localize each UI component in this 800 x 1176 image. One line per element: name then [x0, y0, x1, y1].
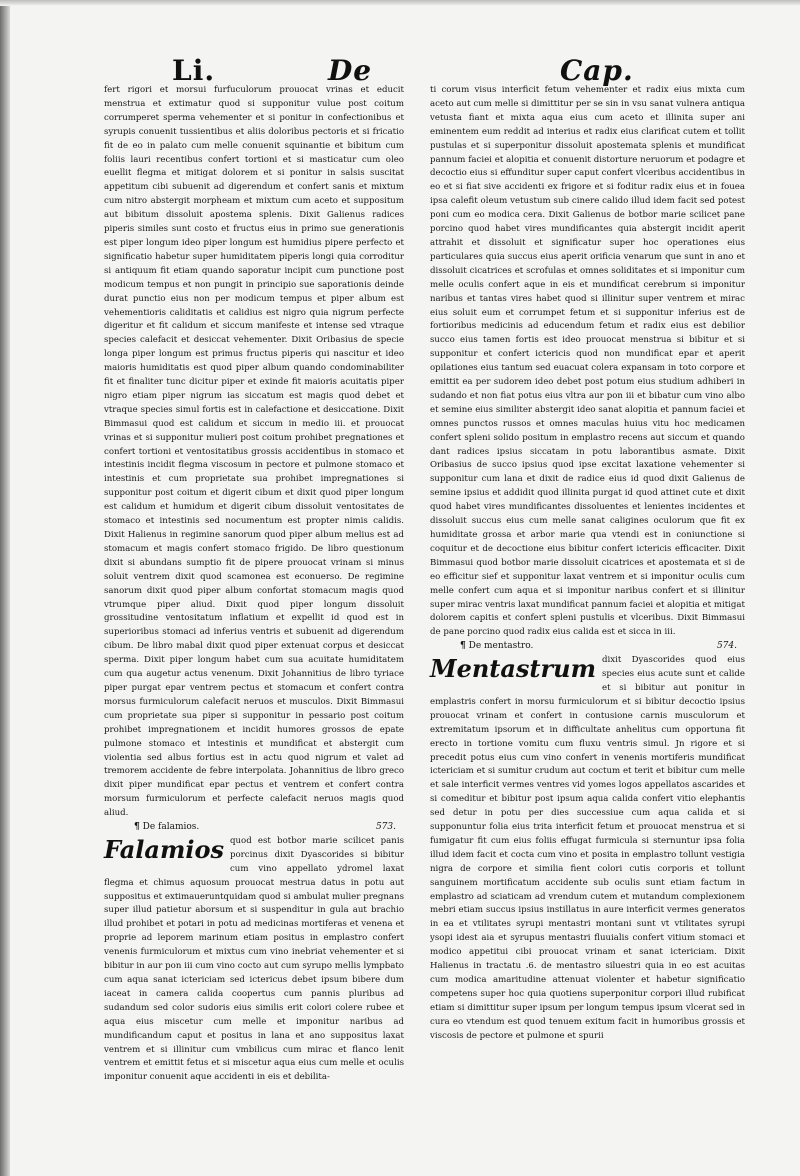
- subhead-mentastro: [430, 640, 745, 654]
- left-column: [104, 84, 404, 1083]
- subhead-mentastro-number: 574.: [716, 641, 737, 652]
- pilcrow-icon: ¶: [134, 822, 140, 833]
- entry-mentastrum: [430, 654, 745, 1043]
- subhead-falamios-title: De falamios.: [142, 822, 200, 833]
- entry-falamios: [104, 835, 404, 1085]
- entry-falamios-text: quod est botbor marie scilicet panis porcinus dixit Dyascorides si bibitur cum vino appellato ydromel laxat flegma et chimus aquosum prouocat mestrua datus in potu aut suppositus et extimaueruntquidam quod si ambulat mulier pregnans super illud patietur aborsum et si suspenditur in gula aut brachio illud prohibet et potari in potu ad medicinas mortiferas et venena et proprie ad leporem marinum etiam positus in emplastro confert venenis furmiculorum et mixtus cum vino inebriat vehementer et si bibitur in aur pon iii cum vino cocto aut cum syrupo mellis lympbato cum aqua sanat ictericiam sed ictericus debet ipsum bibere dum iaceat in camera calida coopertus cum pannis pluribus ad sudandum sed color sudoris eius similis erit colori colere rubee et aqua eius miscetur cum melle et imponitur naribus ad mundificandum caput et positus in lana et ano suppositus laxat ventrem et si illinitur cum vmbilicus cum mirac et flanco lenit ventrem et emittit fetus et si miscetur aqua eius cum melle et oculis imponitur conuenit aque accidenti in eis et debilita-: [104, 835, 404, 1083]
- pilcrow-icon: ¶: [460, 641, 466, 652]
- lemma-falamios: Falamios: [104, 834, 224, 864]
- subhead-falamios-number: 573.: [375, 822, 396, 833]
- subhead-falamios: [104, 821, 404, 835]
- entry-mentastrum-text: dixit Dyascorides quod eius species eius acute sunt et calide et si bibitur aut ponitur in emplastris confert in morsu furmiculorum et si bibitur decoctio ipsius prouocat vrinam et confert in contusione carnis musculorum et extremitatum ipsorum et in difficultate anhelitus cum opportuna fit erecto in tortione vomitu cum fluxu ventris simul. Jn rigore et si precedit potus eius cum vino confert in venenis mortiferis mundificat ictericiam et si sumitur crudum aut coctum et terit et bibitur cum melle et sale interficit vermes ventres vid yomes logos appellatos ascarides et si comeditur et bibitur post ipsum aqua calida confert vitio elephantis sed detur in potu per dies successiue cum aqua calida et si supponuntur folia eius trita interficit fetum et prouocat menstrua et si fumigatur fit cum eius foliis effugat furmicula si sternuntur ipsa folia illud idem facit et cocta cum vino et posita in emplastro tollunt vestigia nigra de corpore et similia fient colori cutis corporis et tollunt sanguinem mortificatum accidente sub oculis sunt etiam factum in emplastro ad sciaticam ad vrendum cutem et mutandum complexionem mebri etiam succus ipsius instillatus in aure interficit vermes generatos in ea et vtilitates syrupi mentastri montani sunt vt vtilitates syrupi ysopi idest aia et syrupus mentastri fluuialis confert vitium stomaci et modico appetitui cibi prouocat vrinam et sanat ictericiam. Dixit Halienus in tractatu .6. de mentastro siluestri quia in eo est acuitas cum modica amaritudine attenuat violenter et habetur significatio competens super hoc quia quotiens superponitur corpori illud rubificat etiam si dimittitur super ipsum per longum tempus ipsum vlcerat sed in cura eo vtendum est quod tenuem exitum facit in humoribus grossis et viscosis de pectore et pulmone et spurii: [430, 655, 745, 1041]
- lemma-mentastrum: Mentastrum: [430, 654, 597, 684]
- left-column-text-a: fert rigori et morsui furfuculorum prouocat vrinas et educit menstrua et extimatur quod si supponitur vulue post coitum corrumperet sperma vehementer et si ponitur in confectionibus et syrupis conuenit tussientibus et aliis doloribus pectoris et si fricatio fit de eo in palato cum melle conuenit squinantie et bibitum cum foliis lauri recentibus confert tortioni et si masticatur cum oleo euellit flegma et mitigat dolorem et si ponitur in salsis suscitat appetitum cibi subuenit ad digerendum et confert sanis et mixtum cum nitro abstergit morpheam et mixtum cum aceto et suppositum aut bibitum dissoluit apostema splenis. Dixit Galienus radices piperis similes sunt costo et fructus eius in primo sue generationis est piper longum ideo piper longum est humidius pipere perfecto et significatio habetur super humiditatem piperis longi quia corroditur si antiquum fit etiam quando saporatur incipit cum punctione post modicum tempus et non pungit in principio sue saporationis deinde durat punctio eius non per modicum tempus et piper album est vehementioris caliditatis et calidius est nigro quia nigrum perfecte digeritur et fit calidum et siccum manifeste et intense sed vtraque species calefacit et desiccat vehementer. Dixit Oribasius de specie longa piper longum est primus fructus piperis qui nascitur et ideo maioris humiditatis est quod piper album quando condominabiliter fit et finaliter tunc dicitur piper et exinde fit maioris acuitatis piper nigro etiam piper nigrum ias siccatum est magis quod debet et vtraque species simul fortis est in calefactione et desiccatione. Dixit Bimmasui quod est calidum et siccum in medio iii. et prouocat vrinas et si supponitur mulieri post coitum prohibet pregnationes et confert tortioni et ventositatibus grossis accidentibus in stomaco et intestinis incidit flegma viscosum in pectore et pulmone stomaco et intestinis et cum proprietate sua prohibet impregnationes si supponitur post coitum et digerit cibum et dixit quod piper longum est calidum et humidum et digerit cibum dissoluit ventositates de stomaco et intestinis sed nocumentum est propter nimis calidis. Dixit Halienus in regimine sanorum quod piper album melius est ad stomacum et magis confert stomaco frigido. De libro questionum dixit si abundans sumptio fit de pipere prouocat vrinam si minus soluit ventrem dixit quod scamonea est econuerso. De regimine sanorum dixit quod piper album confortat stomacum magis quod vtrumque piper aliud. Dixit quod piper longum dissoluit grossitudine ventositatum inflatium et expellit id quod est in superioribus stomaci ad inferius ventris et subuenit ad digerendum cibum. De libro mabal dixit quod piper extenuat corpus et desiccat sperma. Dixit piper longum habet cum sua acuitate humiditatem cum qua augetur actus venenum. Dixit Johannitius de libro tyriace piper purgat epar ventrem pectus et stomacum et confert contra morsus furmiculorum calefacit neruos et musculos. Dixit Bimmasui cum proprietate sua piper si supponitur in pessario post coitum prohibet impregnationem et incidit humores grossos de epate pulmone stomaco et intestinis et mundificat et abstergit cum violentia sed albus fortius est in actu quod nigrum et valet ad tremorem accidente de febre interpolata. Johannitius de libro greco dixit piper mundificat epar pectus et ventrem et confert contra morsum furmiculorum et perfecte calefacit neruos magis quod aliud.: [104, 85, 404, 819]
- right-column-text-a: ti corum visus interficit fetum vehementer et radix eius mixta cum aceto aut cum melle si dimittitur per se sin in vsu sanat vulnera antiqua vetusta fiant et mixta aqua eius cum aceto et illinita super ani eminentem eum reddit ad interius et radix eius clarificat cutem et tollit pustulas et si superponitur dissoluit apostemata splenis et mundificat pannum faciei et alopitia et conuenit distorture neruorum et podagre et decoctio eius si effunditur super caput confert vlceribus accidentibus in eo et si fiat sive accidenti ex frigore et si foditur radix eius et in fouea ipsa calefit oleum vetustum sub cinere calido illud idem facit sed potest poni cum eo modica cera. Dixit Galienus de botbor marie scilicet pane porcino quod habet vires mundificantes quia abstergit incidit aperit attrahit et dissoluit et significatur super hoc operationes eius particulares quia succus eius aperit orificia venarum que sunt in ano et dissoluit cicatrices et scrofulas et omnes soliditates et si imponitur cum melle oculis confert aque in eis et mundificat cerebrum si imponitur naribus et tantas vires habet quod si illinitur super ventrem et mirac eius soluit eum et corrumpet fetum et si supponitur inferius est de fortioribus medicinis ad educendum fetum et radix eius est debilior succo eius tamen fortis est ideo prouocat menstrua si bibitur et si supponitur et confert ictericis quod non mundificat epar et aperit opilationes eius tantum sed euacuat colera expansam in toto corpore et emittit ea per sudorem ideo debet post potum eius studium adhiberi in sudando et non fiat potus eius vltra aur pon iii et bibatur cum vino albo et semine eius similiter abstergit ideo sanat alopitia et pannum faciei et omnes punctos russos et omnes maculas huius vitu hoc medicamen confert spleni solido positum in emplastro recens aut siccum et quando dant radices ipsius siccatam in potu laborantibus asmate. Dixit Oribasius de succo ipsius quod ipse excitat laxatione vehementer si supponitur cum lana et dixit de radice eius id quod dixit Galienus de semine ipsius et addidit quod illinita purgat id quod attinet cute et dixit quod habet vires mundificantes dissoluentes et lenientes incidentes et dissoluit succus eius cum melle sanat caligines oculorum que fit ex humiditate grossa et arbor marie qua vtendi est in coniunctione si coquitur et de decoctione eius bibitur confert ictericis efficaciter. Dixit Bimmasui quod botbor marie dissoluit cicatrices et apostemata et si de eo efficitur sief et supponitur laxat ventrem et si imponitur oculis cum melle confert cum aqua et si imponitur naribus confert et si illinitur super mirac ventris laxat mundificat pannum faciei et alopitia et mitigat dolorem capitis et confert spleni pustulis et vlceribus. Dixit Bimmasui de pane porcino quod radix eius calida est et sicca in iii.: [430, 85, 745, 638]
- subhead-mentastro-title: De mentastro.: [468, 641, 534, 652]
- right-column: [430, 84, 745, 1044]
- page-edge-shadow: [0, 0, 10, 1176]
- running-head-left: De: [328, 54, 373, 87]
- running-head-right: Cap.: [560, 54, 634, 87]
- page-top-fade: [0, 0, 800, 6]
- folio-number: Li.: [172, 54, 216, 87]
